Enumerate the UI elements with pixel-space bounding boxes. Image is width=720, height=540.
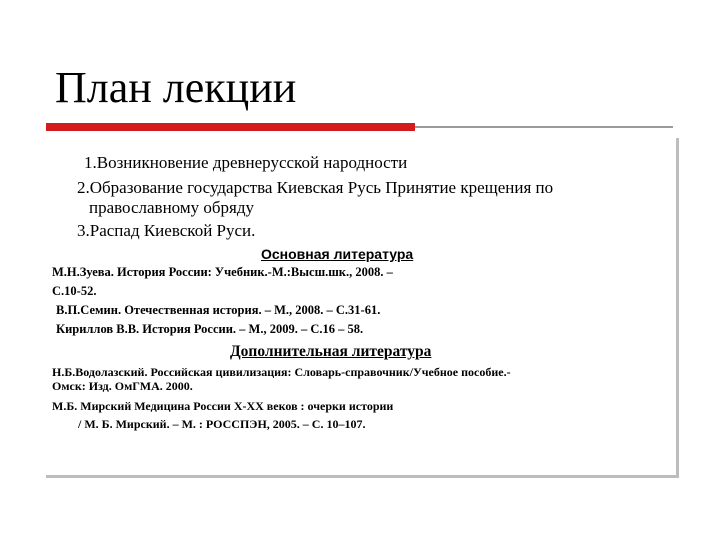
main-literature-ref-1-continued: С.10-52.: [52, 284, 97, 298]
extra-literature-ref-1-continued: Омск: Изд. ОмГМА. 2000.: [52, 379, 193, 393]
extra-literature-heading: Дополнительная литература: [230, 343, 432, 360]
title-underline-accent: [46, 123, 415, 131]
title-underline-rule: [415, 126, 673, 128]
main-literature-ref-3: Кириллов В.В. История России. – М., 2009. – С.16 – 58.: [56, 322, 364, 336]
main-literature-ref-1: М.Н.Зуева. История России: Учебник.-М.:Высш.шк., 2008. –: [52, 265, 393, 279]
plan-item-3: 3.Распад Киевской Руси.: [77, 221, 256, 240]
content-frame-bottom: [46, 475, 676, 478]
content-frame-right: [676, 138, 679, 478]
main-literature-ref-2: В.П.Семин. Отечественная история. – М., 2008. – С.31-61.: [56, 303, 381, 317]
plan-item-2-continued: православному обряду: [89, 198, 254, 217]
main-literature-heading: Основная литература: [261, 246, 414, 262]
plan-item-2: 2.Образование государства Киевская Русь Принятие крещения по: [77, 178, 554, 197]
slide-title: План лекции: [55, 63, 297, 112]
extra-literature-ref-2: М.Б. Мирский Медицина России X-XX веков : очерки истории: [52, 399, 394, 413]
extra-literature-ref-2-continued: / М. Б. Мирский. – М. : РОССПЭН, 2005. – С. 10–107.: [78, 417, 366, 431]
extra-literature-ref-1: Н.Б.Водолазский. Российская цивилизация: Словарь-справочник/Учебное пособие.-: [52, 365, 511, 379]
plan-item-1: 1.Возникновение древнерусской народности: [84, 153, 408, 172]
